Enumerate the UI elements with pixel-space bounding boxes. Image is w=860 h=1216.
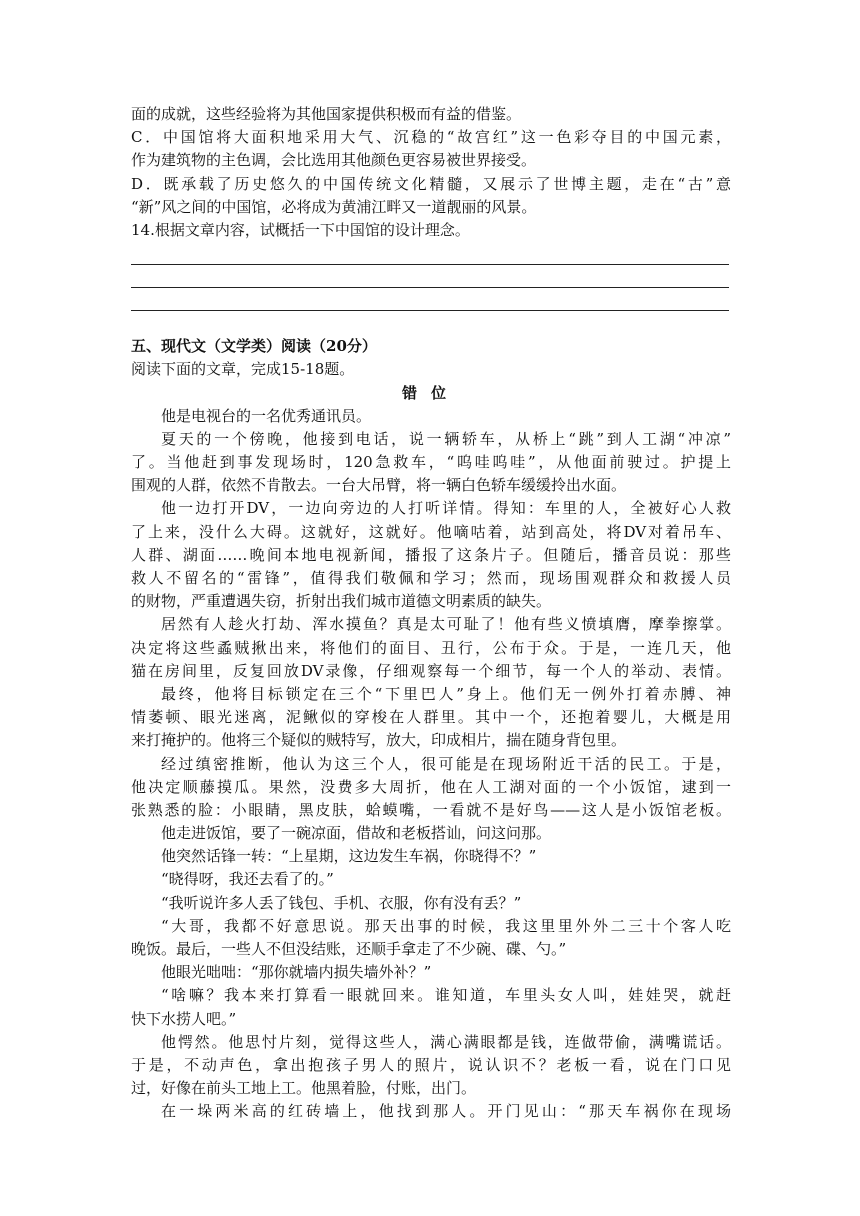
option-c-line2: 作为建筑物的主色调，会比选用其他颜色更容易被世界接受。 bbox=[131, 151, 537, 170]
article-line: “晓得呀，我还去看了的。” bbox=[161, 870, 334, 889]
article-line: 决定将这些蟊贼揪出来，将他们的面目、丑行，公布于众。于是，一连几天，他 bbox=[131, 638, 731, 657]
option-d-line2: “新”风之间的中国馆，必将成为黄浦江畔又一道靓丽的风景。 bbox=[131, 197, 537, 216]
article-line: 他愕然。他思忖片刻，觉得这些人，满心满眼都是钱，连做带偷，满嘴谎话。 bbox=[161, 1032, 731, 1051]
option-d-line1: D．既承载了历史悠久的中国传统文化精髓，又展示了世博主题，走在“古”意 bbox=[131, 174, 731, 193]
option-c-line1: C．中国馆将大面积地采用大气、沉稳的“故宫红”这一色彩夺目的中国元素， bbox=[131, 128, 731, 147]
article-line: 他突然话锋一转：“上星期，这边发生车祸，你晓得不？” bbox=[161, 847, 537, 866]
article-line: 经过缜密推断，他认为这三个人，很可能是在现场附近干活的民工。于是， bbox=[161, 754, 731, 773]
article-line: 情萎顿、眼光迷离，泥鳅似的穿梭在人群里。其中一个，还抱着婴儿，大概是用 bbox=[131, 708, 731, 727]
article-line: 他眼光咄咄：“那你就墙内损失墙外补？” bbox=[161, 963, 432, 982]
answer-line[interactable] bbox=[131, 265, 729, 288]
article-line: 猫在房间里，反复回放DV录像，仔细观察每一个细节，每一个人的举动、表情。 bbox=[131, 661, 731, 680]
article-line: “我听说许多人丢了钱包、手机、衣服，你有没有丢？” bbox=[161, 893, 522, 912]
section-instruction: 阅读下面的文章，完成15-18题。 bbox=[131, 360, 355, 379]
article-line: 了。当他赶到事发现场时，120急救车，“呜哇呜哇”，从他面前驶过。护提上 bbox=[131, 453, 731, 472]
article-line: 救人不留名的“雷锋”，值得我们敬佩和学习；然而，现场围观群众和救援人员 bbox=[131, 569, 731, 587]
section-gap bbox=[131, 311, 731, 335]
article-line: 他是电视台的一名优秀通讯员。 bbox=[161, 406, 372, 425]
article-line: 了上来，没什么大碍。这就好，这就好。他嘀咕着，站到高处，将DV对着吊车、 bbox=[131, 522, 731, 541]
article-line: 来打掩护的。他将三个疑似的贼特写，放大，印成相片，揣在随身背包里。 bbox=[131, 731, 627, 750]
article-line: 最终，他将目标锁定在三个“下里巴人”身上。他们无一例外打着赤膊、神 bbox=[161, 684, 731, 703]
article-line: 居然有人趁火打劫、浑水摸鱼？真是太可耻了！他有些义愤填膺，摩拳擦掌。 bbox=[161, 615, 731, 634]
article-line: “大哥，我都不好意思说。那天出事的时候，我这里里外外二三十个客人吃 bbox=[161, 916, 731, 935]
answer-line[interactable] bbox=[131, 242, 729, 265]
article-line: 他决定顺藤摸瓜。果然，没费多大周折，他在人工湖对面的一个小饭馆，逮到一 bbox=[131, 777, 731, 796]
article-line: 夏天的一个傍晚，他接到电话，说一辆轿车，从桥上“跳”到人工湖“冲凉” bbox=[161, 429, 731, 448]
article-line: 快下水捞人吧。” bbox=[131, 1009, 237, 1028]
article-line: 晚饭。最后，一些人不但没结账，还顺手拿走了不少碗、碟、勺。” bbox=[131, 940, 567, 958]
article-title: 错位 bbox=[401, 383, 460, 402]
article-line: 张熟悉的脸：小眼睛，黑皮肤，蛤蟆嘴，一看就不是好鸟——这人是小饭馆老板。 bbox=[131, 800, 731, 819]
article-line: 过，好像在前头工地上工。他黑着脸，付账，出门。 bbox=[131, 1079, 477, 1098]
article-line: 围观的人群，依然不肯散去。一台大吊臂，将一辆白色轿车缓缓拎出水面。 bbox=[131, 476, 627, 495]
article-line: “啥嘛？我本来打算看一眼就回来。谁知道，车里头女人叫，娃娃哭，就赶 bbox=[161, 986, 731, 1005]
article-line: 人群、湖面……晚间本地电视新闻，播报了这条片子。但随后，播音员说：那些 bbox=[131, 545, 731, 564]
exam-page bbox=[131, 103, 731, 1124]
article-line: 他走进饭馆，要了一碗凉面，借故和老板搭讪，问这问那。 bbox=[161, 824, 552, 843]
article-line: 他一边打开DV，一边向旁边的人打听详情。得知：车里的人，全被好心人救 bbox=[161, 499, 731, 518]
article-body bbox=[131, 405, 731, 1124]
answer-line[interactable] bbox=[131, 288, 729, 311]
article-line: 于是，不动声色，拿出抱孩子男人的照片，说认识不？老板一看，说在门口见 bbox=[131, 1055, 731, 1074]
option-b-tail: 面的成就，这些经验将为其他国家提供积极而有益的借鉴。 bbox=[131, 105, 522, 123]
question-14: 14.根据文章内容，试概括一下中国馆的设计理念。 bbox=[131, 220, 470, 239]
article-line: 在一垛两米高的红砖墙上，他找到那人。开门见山：“那天车祸你在现场 bbox=[161, 1102, 731, 1121]
section-heading: 五、现代文（文学类）阅读（20分） bbox=[131, 337, 377, 356]
article-line: 的财物，严重遭遇失窃，折射出我们城市道德文明素质的缺失。 bbox=[131, 592, 552, 611]
